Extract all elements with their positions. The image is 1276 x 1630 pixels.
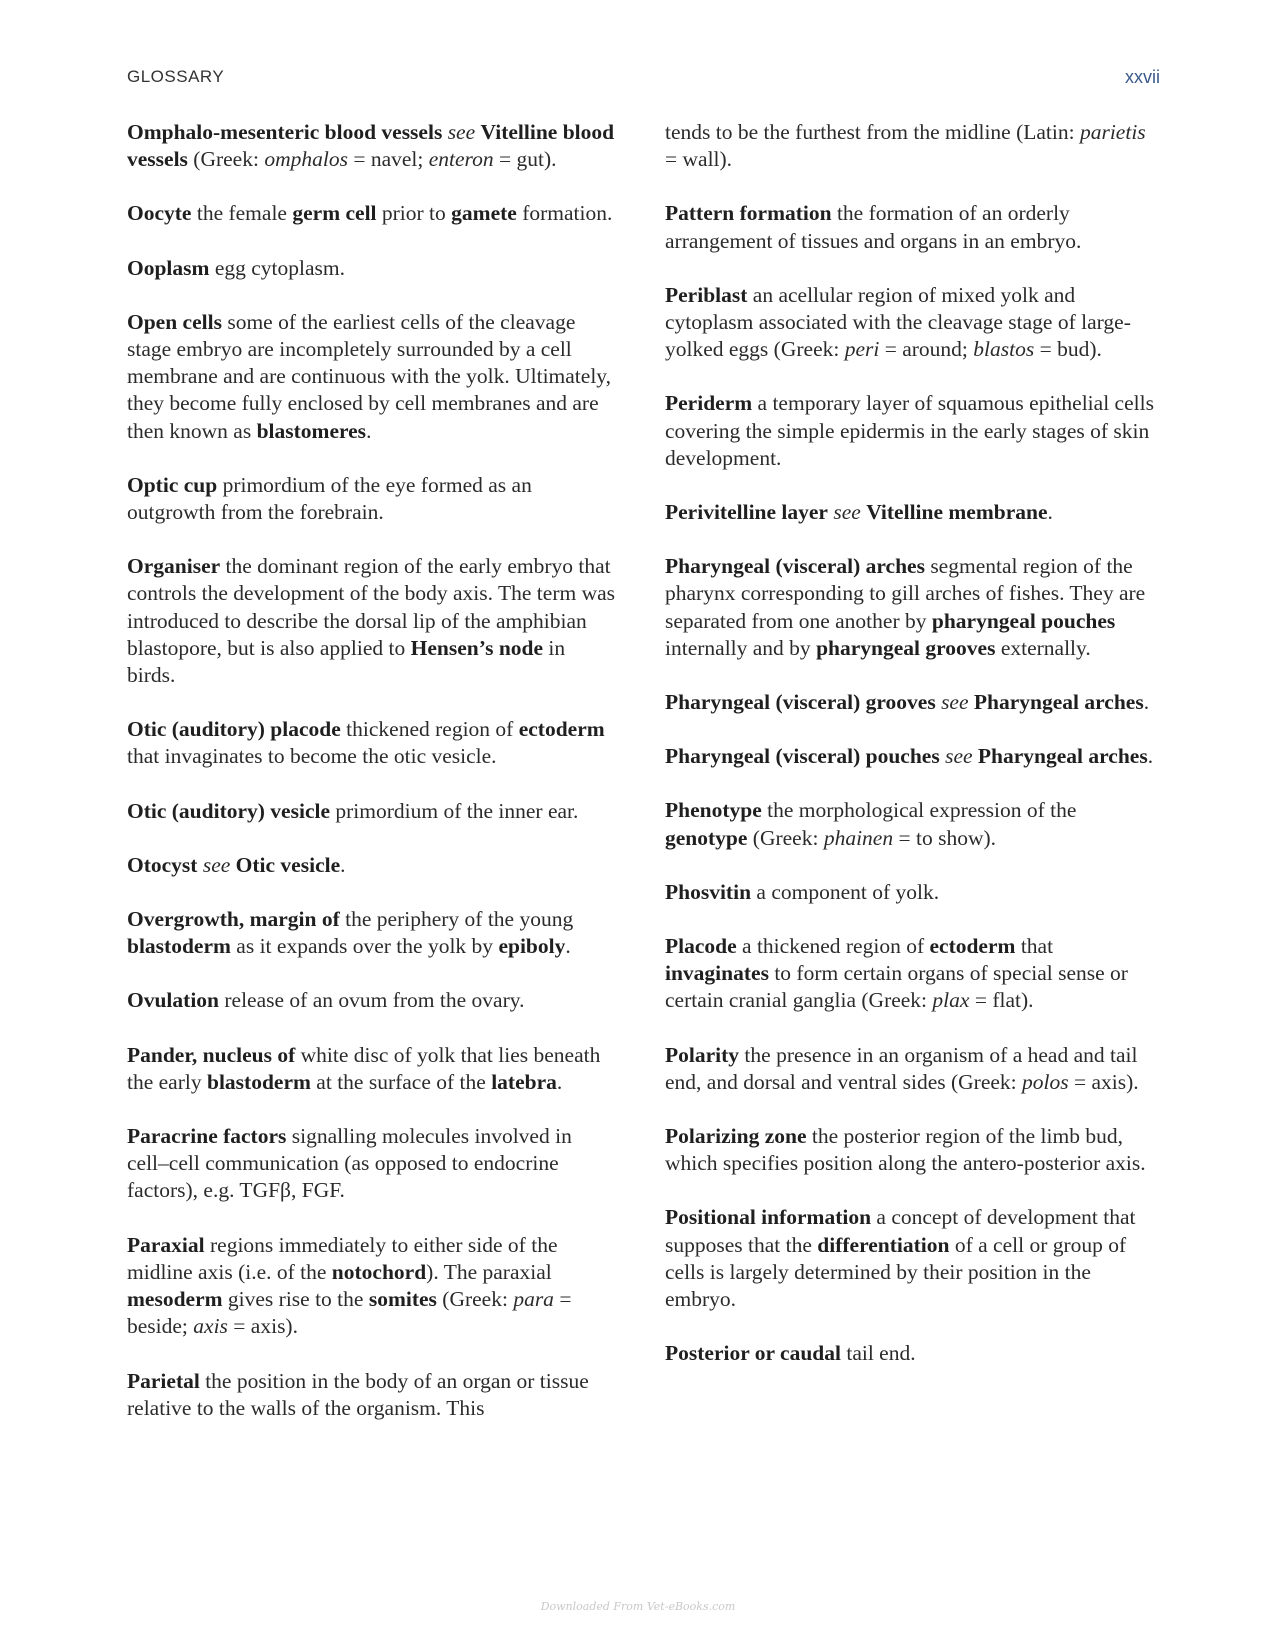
definition-text: = navel; (347, 147, 429, 172)
definition-text: primordium of the inner ear. (330, 798, 579, 823)
italic-text: see (945, 744, 973, 769)
glossary-term: somites (368, 1287, 437, 1312)
glossary-term: Pharyngeal arches (973, 690, 1144, 715)
glossary-entry (665, 797, 1155, 851)
glossary-entry (665, 933, 1155, 1015)
definition-text: the position in the body of an organ or tissue relative to the walls of the organism. This (127, 1368, 589, 1420)
definition-text: white disc of yolk that lies beneath the early (127, 1042, 601, 1094)
glossary-entry (127, 119, 617, 173)
glossary-entry (127, 309, 617, 445)
glossary-entry (127, 1123, 617, 1205)
definition-text: = axis). (1068, 1069, 1139, 1094)
glossary-term: Pharyngeal (visceral) pouches (665, 744, 940, 769)
italic-text: polos (1022, 1069, 1069, 1094)
italic-text: see (941, 690, 969, 715)
glossary-term: ectoderm (518, 717, 605, 742)
glossary-term: Organiser (127, 554, 221, 579)
glossary-entry (665, 1042, 1155, 1096)
definition-text: segmental region of the pharynx corresponding to gill arches of fishes. They are separated from one another by (665, 554, 1146, 633)
definition-text: . (565, 934, 571, 959)
glossary-term: notochord (331, 1259, 427, 1284)
definition-text: ). The paraxial (426, 1259, 552, 1284)
glossary-entry (665, 200, 1155, 254)
glossary-term: Paracrine factors (127, 1124, 287, 1149)
glossary-term: Overgrowth, margin of (127, 907, 340, 932)
glossary-entry (127, 716, 617, 770)
definition-text: the morphological expression of the (761, 798, 1077, 823)
definition-text: = flat). (969, 988, 1034, 1013)
definition-text: the periphery of the young (339, 907, 574, 932)
glossary-entry (665, 743, 1155, 770)
glossary-term: Placode (665, 934, 737, 959)
glossary-entry (127, 1232, 617, 1341)
italic-text: see (833, 500, 861, 525)
definition-text: = wall). (665, 147, 733, 172)
glossary-entry (665, 390, 1155, 472)
glossary-term: pharyngeal grooves (816, 635, 996, 660)
glossary-term: Pattern formation (665, 201, 832, 226)
italic-text: see (202, 852, 231, 877)
glossary-entry (127, 852, 617, 879)
glossary-term: germ cell (292, 201, 377, 226)
glossary-term: Periblast (665, 282, 748, 307)
definition-text: egg cytoplasm. (209, 255, 345, 280)
italic-text: phainen (823, 825, 894, 850)
definition-text: that invaginates to become the otic vesicle. (127, 744, 497, 769)
glossary-entry (665, 282, 1155, 364)
glossary-term: Otocyst (127, 852, 198, 877)
definition-text: formation. (516, 201, 613, 226)
glossary-term: Pander, nucleus of (127, 1042, 296, 1067)
definition-text: (Greek: (187, 147, 265, 172)
watermark: Downloaded From Vet-eBooks.com (540, 1600, 736, 1613)
glossary-entry (665, 689, 1155, 716)
glossary-term: blastomeres (256, 418, 367, 443)
glossary-term: Otic (auditory) placode (127, 717, 341, 742)
glossary-term: Pharyngeal arches (977, 744, 1148, 769)
definition-text: the dominant region of the early embryo that controls the development of the body axis. The term was introduced to describe the dorsal lip of the amphibian blastopore, but is also applied to (127, 554, 616, 660)
glossary-term: pharyngeal pouches (931, 608, 1116, 633)
italic-text: axis (193, 1314, 228, 1339)
glossary-entry (665, 879, 1155, 906)
glossary-term: Posterior or caudal (665, 1341, 841, 1366)
glossary-entry (127, 987, 617, 1014)
definition-text: . (556, 1069, 563, 1094)
definition-text: (Greek: (747, 825, 824, 850)
glossary-term: invaginates (665, 961, 769, 986)
glossary-entry (127, 1368, 617, 1422)
glossary-term: Paraxial (127, 1232, 205, 1257)
glossary-term: Otic (auditory) vesicle (127, 798, 331, 823)
definition-text: that (1015, 934, 1054, 959)
glossary-entry (665, 1123, 1155, 1177)
definition-text: regions immediately to either side of the midline axis (i.e. of the (127, 1232, 558, 1284)
glossary-entry (127, 553, 617, 689)
definition-text: as it expands over the yolk by (230, 934, 499, 959)
glossary-term: Ooplasm (127, 255, 210, 280)
glossary-term: Periderm (665, 391, 753, 416)
italic-text: omphalos (264, 147, 348, 172)
glossary-term: Otic vesicle (235, 852, 341, 877)
definition-text: some of the earliest cells of the cleavage stage embryo are incompletely surrounded by a cell membrane and are continuous with the yolk. Ultimately, they become fully enclosed by cell membranes and are then known as (127, 309, 612, 443)
glossary-term: gamete (451, 201, 517, 226)
definition-text: primordium of the eye formed as an outgrowth from the forebrain. (127, 472, 532, 525)
glossary-entry (127, 798, 617, 825)
definition-text: of a cell or group of cells is largely determined by their position in the embryo. (665, 1232, 1127, 1312)
definition-text: tail end. (840, 1341, 916, 1366)
glossary-term: Polarizing zone (665, 1124, 807, 1149)
glossary-term: Positional information (665, 1205, 872, 1230)
definition-text: a thickened region of (736, 934, 930, 959)
glossary-term: differentiation (817, 1232, 950, 1257)
definition-text: an acellular region of mixed yolk and cytoplasm associated with the cleavage stage of large-yolked eggs (Greek: (665, 282, 1131, 362)
definition-text: a temporary layer of squamous epithelial cells covering the simple epidermis in the early stages of skin development. (665, 391, 1154, 470)
glossary-entry (665, 499, 1155, 526)
italic-text: see (447, 120, 476, 144)
glossary-entry (665, 1204, 1155, 1313)
definition-text: = axis). (227, 1314, 298, 1339)
definition-text: = around; (879, 337, 974, 362)
glossary-term: Phosvitin (665, 879, 752, 904)
glossary-term: blastoderm (127, 934, 231, 959)
glossary-term: genotype (665, 825, 748, 850)
italic-text: plax (932, 988, 970, 1013)
glossary-term: Perivitelline layer (665, 500, 828, 525)
glossary-term: latebra (491, 1069, 557, 1094)
definition-text: gives rise to the (222, 1287, 369, 1312)
glossary-term: Omphalo-mesenteric blood vessels (127, 120, 443, 144)
definition-text: the female (191, 201, 293, 226)
glossary-term: Parietal (127, 1368, 200, 1393)
definition-text: the formation of an orderly arrangement of tissues and organs in an embryo. (665, 201, 1082, 253)
glossary-column-right (665, 119, 1155, 1395)
definition-text: the posterior region of the limb bud, which specifies position along the antero-posterior axis. (665, 1124, 1146, 1176)
glossary-term: Optic cup (127, 472, 218, 497)
glossary-term: ectoderm (929, 934, 1016, 959)
glossary-term: Vitelline membrane (866, 500, 1048, 525)
italic-text: peri (844, 337, 880, 362)
glossary-entry (665, 1340, 1155, 1367)
page-number: xxvii (1125, 67, 1160, 87)
glossary-entry (665, 553, 1155, 662)
glossary-term: blastoderm (207, 1069, 311, 1094)
definition-text: internally and by (665, 635, 817, 660)
definition-text: a concept of development that supposes that the (665, 1205, 1136, 1257)
glossary-entry (665, 119, 1155, 173)
definition-text: tends to be the furthest from the midline (Latin: (665, 120, 1080, 144)
definition-text: prior to (376, 201, 452, 226)
definition-text: to form certain organs of special sense or certain cranial ganglia (Greek: (665, 961, 1128, 1013)
glossary-term: epiboly (498, 934, 566, 959)
definition-text: = gut). (493, 147, 557, 172)
definition-text: release of an ovum from the ovary. (219, 988, 525, 1013)
italic-text: enteron (428, 147, 494, 172)
glossary-term: Pharyngeal (visceral) arches (665, 554, 925, 579)
definition-text: a component of yolk. (751, 879, 940, 904)
italic-text: para (513, 1287, 554, 1312)
definition-text: . (366, 418, 372, 443)
definition-text: (Greek: (436, 1287, 514, 1312)
glossary-entry (127, 906, 617, 960)
definition-text: = beside; (127, 1287, 572, 1339)
glossary-entry (127, 255, 617, 282)
definition-text: . (1047, 500, 1053, 525)
glossary-term: Ovulation (127, 988, 219, 1013)
definition-text: = bud). (1034, 337, 1102, 362)
definition-text: the presence in an organism of a head and tail end, and dorsal and ventral sides (Greek: (665, 1042, 1138, 1094)
italic-text: blastos (973, 337, 1035, 362)
definition-text: . (1147, 744, 1154, 769)
glossary-entry (127, 1042, 617, 1096)
definition-text: externally. (995, 635, 1091, 660)
glossary-term: Oocyte (127, 201, 192, 226)
glossary-term: Polarity (665, 1042, 740, 1067)
glossary-term: Open cells (127, 309, 222, 334)
glossary-term: Phenotype (665, 798, 762, 823)
glossary-column-left (127, 119, 617, 1449)
running-header-section: GLOSSARY (127, 67, 225, 86)
definition-text: at the surface of the (310, 1069, 492, 1094)
glossary-term: Vitelline blood vessels (127, 120, 615, 172)
glossary-term: Pharyngeal (visceral) grooves (665, 690, 936, 715)
glossary-term: Hensen’s node (410, 635, 544, 660)
glossary-entry (127, 200, 617, 227)
definition-text: . (340, 852, 346, 877)
definition-text: = to show). (893, 825, 997, 850)
glossary-entry (127, 472, 617, 526)
definition-text: thickened region of (340, 717, 519, 742)
definition-text: . (1143, 690, 1150, 715)
glossary-term: mesoderm (127, 1287, 223, 1312)
definition-text: in birds. (127, 635, 566, 688)
italic-text: parietis (1079, 120, 1146, 144)
definition-text: signalling molecules involved in cell–cell communication (as opposed to endocrine factors), e.g. TGFβ, FGF. (127, 1124, 572, 1203)
